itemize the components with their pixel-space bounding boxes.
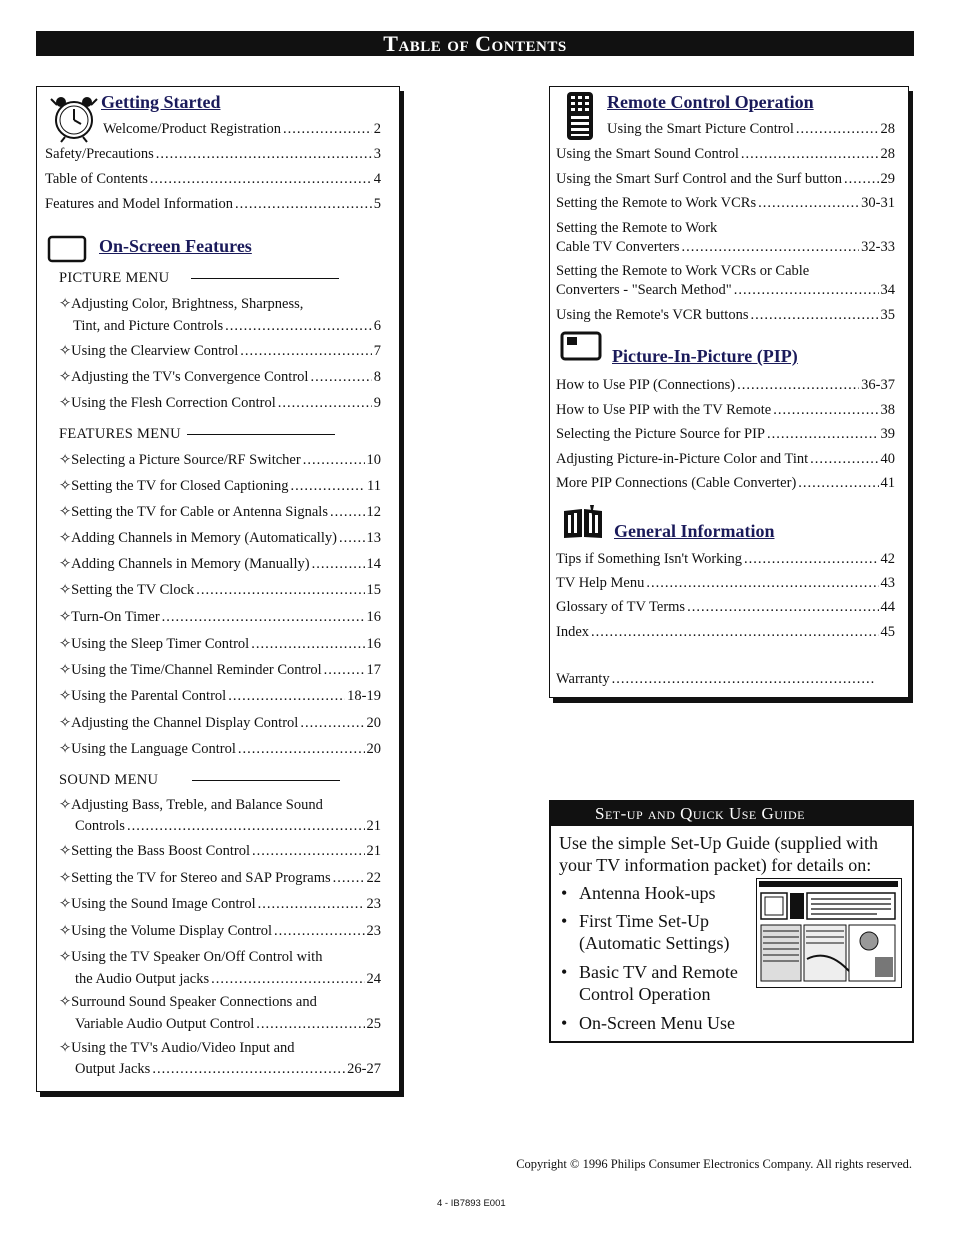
toc-entry[interactable]: Using the Smart Surf Control and the Surf button ..... 29: [556, 170, 895, 188]
book-icon: [562, 505, 604, 544]
features-menu-label: FEATURES MENU: [59, 426, 335, 443]
document-code: 4 - IB7893 E001: [437, 1198, 506, 1209]
toc-entry[interactable]: Features and Model Information ..... 5: [45, 195, 381, 213]
toc-entry[interactable]: Index ..... 45: [556, 623, 895, 641]
toc-entry[interactable]: Tint, and Picture Controls ..... 6: [73, 317, 381, 335]
toc-entry[interactable]: ✧Adjusting the TV's Convergence Control ..... 8: [59, 368, 381, 386]
toc-entry[interactable]: Table of Contents ..... 4: [45, 170, 381, 188]
toc-entry[interactable]: ✧Using the Language Control ..... 20: [59, 740, 381, 758]
toc-entry[interactable]: ✧Setting the TV Clock ..... 15: [59, 581, 381, 599]
toc-entry-line: ✧Adjusting Color, Brightness, Sharpness,: [59, 296, 304, 312]
toc-entry[interactable]: Warranty .....: [556, 670, 878, 688]
remote-title: Remote Control Operation: [607, 92, 814, 112]
pip-title: Picture-In-Picture (PIP): [612, 346, 798, 366]
general-title: General Information: [614, 521, 775, 541]
toc-entry[interactable]: ✧Selecting a Picture Source/RF Switcher ..... 10: [59, 451, 381, 469]
setup-guide-thumbnail: [756, 878, 902, 988]
setup-guide-intro: Use the simple Set-Up Guide (supplied with your TV information packet) for details on:: [559, 833, 878, 875]
toc-entry[interactable]: TV Help Menu ..... 43: [556, 574, 895, 592]
toc-entry-line: ✧Surround Sound Speaker Connections and: [59, 994, 317, 1010]
toc-entry-line: ✧Using the TV's Audio/Video Input and: [59, 1040, 295, 1056]
toc-entry[interactable]: ✧Adding Channels in Memory (Manually) ..... 14: [59, 555, 381, 573]
clock-icon: [47, 93, 101, 148]
toc-entry[interactable]: ✧Adjusting the Channel Display Control ..... 20: [59, 714, 381, 732]
onscreen-heading: [99, 236, 252, 257]
toc-entry[interactable]: Selecting the Picture Source for PIP ..... 39: [556, 425, 895, 443]
setup-guide-title: Set-up and Quick Use Guide: [551, 802, 912, 826]
copyright-notice: Copyright © 1996 Philips Consumer Electronics Company. All rights reserved.: [516, 1157, 912, 1171]
setup-guide-panel: Set-up and Quick Use Guide Use the simple Set-Up Guide (supplied with your TV information packet) for details on: • Antenna Hook-ups • First Time Set-Up (Automatic Settings) • Basic TV and Remote Control Operation • On-Screen Menu Use: [549, 800, 914, 1043]
toc-entry[interactable]: ✧Using the Sound Image Control ..... 23: [59, 895, 381, 913]
toc-entry[interactable]: ✧Using the Flesh Correction Control ..... 9: [59, 394, 381, 412]
toc-entry[interactable]: Cable TV Converters ..... 32-33: [556, 238, 895, 256]
toc-entry[interactable]: the Audio Output jacks ..... 24: [75, 970, 381, 988]
remote-icon: [564, 91, 596, 146]
sound-menu-label: SOUND MENU: [59, 772, 340, 789]
toc-entry[interactable]: Controls ..... 21: [75, 817, 381, 835]
toc-entry[interactable]: How to Use PIP (Connections) ..... 36-37: [556, 376, 895, 394]
toc-entry[interactable]: Safety/Precautions ..... 3: [45, 145, 381, 163]
toc-entry[interactable]: Using the Smart Picture Control ..... 28: [607, 120, 895, 138]
toc-entry[interactable]: ✧Using the Volume Display Control ..... 23: [59, 922, 381, 940]
toc-entry-line: ✧Adjusting Bass, Treble, and Balance Sound: [59, 797, 323, 813]
page-title: Table of Contents: [36, 31, 914, 56]
toc-entry[interactable]: Setting the Remote to Work VCRs ..... 30-31: [556, 194, 895, 212]
toc-entry[interactable]: Variable Audio Output Control ..... 25: [75, 1015, 381, 1033]
getting-started-heading: [101, 92, 220, 113]
toc-entry[interactable]: Glossary of TV Terms ..... 44: [556, 598, 895, 616]
toc-entry[interactable]: ✧Setting the TV for Stereo and SAP Programs ..... 22: [59, 869, 381, 887]
getting-started-title: Getting Started: [101, 92, 221, 112]
left-toc-panel: [36, 86, 400, 1092]
toc-entry[interactable]: ✧Using the Parental Control ..... 18-19: [59, 687, 381, 705]
toc-entry[interactable]: Using the Smart Sound Control ..... 28: [556, 145, 895, 163]
toc-entry[interactable]: How to Use PIP with the TV Remote ..... 38: [556, 401, 895, 419]
remote-heading: [607, 92, 814, 113]
toc-entry[interactable]: ✧Setting the TV for Cable or Antenna Signals ..... 12: [59, 503, 381, 521]
toc-entry[interactable]: ✧Adding Channels in Memory (Automatically) ..... 13: [59, 529, 381, 547]
pip-icon: [560, 331, 602, 366]
toc-entry-line: ✧Using the TV Speaker On/Off Control with: [59, 949, 323, 965]
toc-entry[interactable]: Output Jacks ..... 26-27: [75, 1060, 381, 1078]
right-toc-panel: [549, 86, 909, 698]
toc-entry[interactable]: ✧Using the Sleep Timer Control ..... 16: [59, 635, 381, 653]
toc-entry[interactable]: Using the Remote's VCR buttons ..... 35: [556, 306, 895, 324]
toc-entry[interactable]: Tips if Something Isn't Working ..... 42: [556, 550, 895, 568]
toc-entry[interactable]: ✧Turn-On Timer ..... 16: [59, 608, 381, 626]
toc-entry-line: Setting the Remote to Work VCRs or Cable: [556, 263, 810, 279]
picture-menu-label: PICTURE MENU: [59, 270, 339, 287]
toc-entry[interactable]: ✧Using the Time/Channel Reminder Control ..... 17: [59, 661, 381, 679]
toc-entry[interactable]: ✧Setting the Bass Boost Control ..... 21: [59, 842, 381, 860]
toc-entry[interactable]: Converters - "Search Method" ..... 34: [556, 281, 895, 299]
toc-entry[interactable]: Welcome/Product Registration ..... 2: [103, 120, 381, 138]
screen-icon: [47, 235, 87, 268]
general-heading: [614, 521, 774, 542]
toc-entry[interactable]: More PIP Connections (Cable Converter) ..... 41: [556, 474, 895, 492]
toc-entry[interactable]: Adjusting Picture-in-Picture Color and Tint ..... 40: [556, 450, 895, 468]
toc-entry[interactable]: ✧Setting the TV for Closed Captioning ..... 11: [59, 477, 381, 495]
onscreen-title: On-Screen Features: [99, 236, 252, 256]
pip-heading: [612, 346, 798, 367]
toc-entry-line: Setting the Remote to Work: [556, 220, 718, 236]
toc-entry[interactable]: ✧Using the Clearview Control ..... 7: [59, 342, 381, 360]
